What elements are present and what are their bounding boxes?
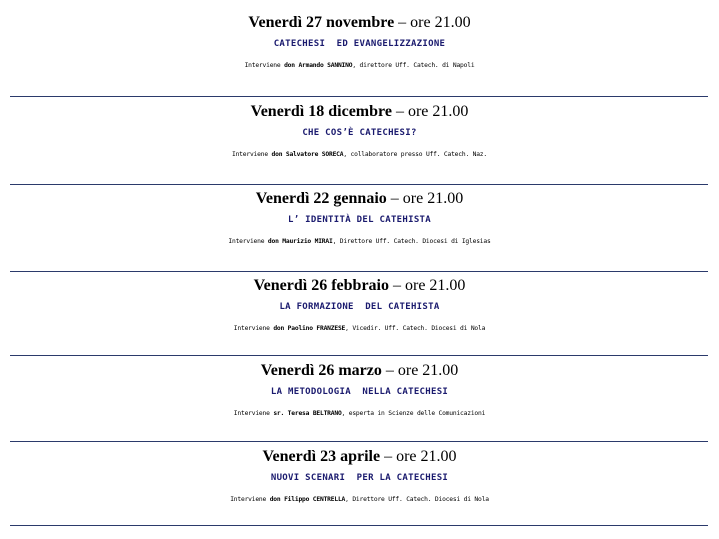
speaker-intro: Interviene [233,325,274,332]
speaker-role: , direttore Uff. Catech. di Napoli [352,62,475,69]
speaker-role: , esperta in Scienze delle Comunicazioni [341,410,486,417]
speaker-intro: Interviene [228,238,268,245]
divider [10,96,708,97]
speaker-intro: Interviene [232,151,272,158]
speaker-role: , Direttore Uff. Catech. Diocesi di Nola [345,496,489,503]
divider [10,355,708,356]
speaker-role: , Direttore Uff. Catech. Diocesi di Iglesias [332,238,491,245]
event-title: CHE COS’È CATECHESI? [302,128,417,138]
speaker-role: , collaboratore presso Uff. Catech. Naz. [343,151,487,158]
event-time: – ore 21.00 [391,103,469,120]
event-date: Venerdì 23 aprile [262,448,381,465]
event-date: Venerdì 18 dicembre [250,103,392,120]
speaker-name: don Maurizio MIRAI [267,238,333,245]
speaker-role: , Vicedir. Uff. Catech. Diocesi di Nola [345,325,486,332]
event-block [0,448,719,510]
event-speaker-line [0,319,719,339]
event-date-line [0,277,719,295]
event-time: – ore 21.00 [380,448,457,465]
event-date-line [0,190,719,208]
event-date-line [0,103,719,121]
speaker-name: sr. Teresa BELTRANO [273,410,342,417]
event-date-line [0,362,719,380]
event-date-line [0,448,719,466]
event-speaker-line [0,490,719,510]
event-time: – ore 21.00 [388,277,466,294]
divider [10,525,708,526]
event-title: CATECHESI ED EVANGELIZZAZIONE [273,39,446,49]
divider [10,441,708,442]
event-speaker-line [0,145,719,165]
event-block [0,190,719,252]
event-title: LA FORMAZIONE DEL CATEHISTA [279,302,440,312]
speaker-intro: Interviene [233,410,274,417]
event-block [0,277,719,339]
event-time: – ore 21.00 [394,14,471,31]
speaker-intro: Interviene [244,62,285,69]
event-time: – ore 21.00 [386,190,464,207]
speaker-name: don Armando SANNINO [284,62,353,69]
event-date-line [0,14,719,32]
speaker-name: don Paolino FRANZESE [273,325,346,332]
event-block [0,14,719,76]
event-speaker-line [0,404,719,424]
event-time: – ore 21.00 [381,362,459,379]
divider [10,271,708,272]
event-title: LA METODOLOGIA NELLA CATECHESI [270,387,449,397]
divider [10,184,708,185]
event-date: Venerdì 26 marzo [260,362,382,379]
event-speaker-line [0,232,719,252]
speaker-name: don Salvatore SORECA [271,151,344,158]
event-title: L’ IDENTITÀ DEL CATEHISTA [288,215,431,225]
event-date: Venerdì 22 gennaio [255,190,387,207]
event-date: Venerdì 26 febbraio [253,277,389,294]
speaker-name: don Filippo CENTRELLA [269,496,346,503]
event-block [0,362,719,424]
speaker-intro: Interviene [230,496,270,503]
event-date: Venerdì 27 novembre [248,14,395,31]
event-block [0,103,719,165]
event-title: NUOVI SCENARI PER LA CATECHESI [270,473,449,483]
event-speaker-line [0,56,719,76]
